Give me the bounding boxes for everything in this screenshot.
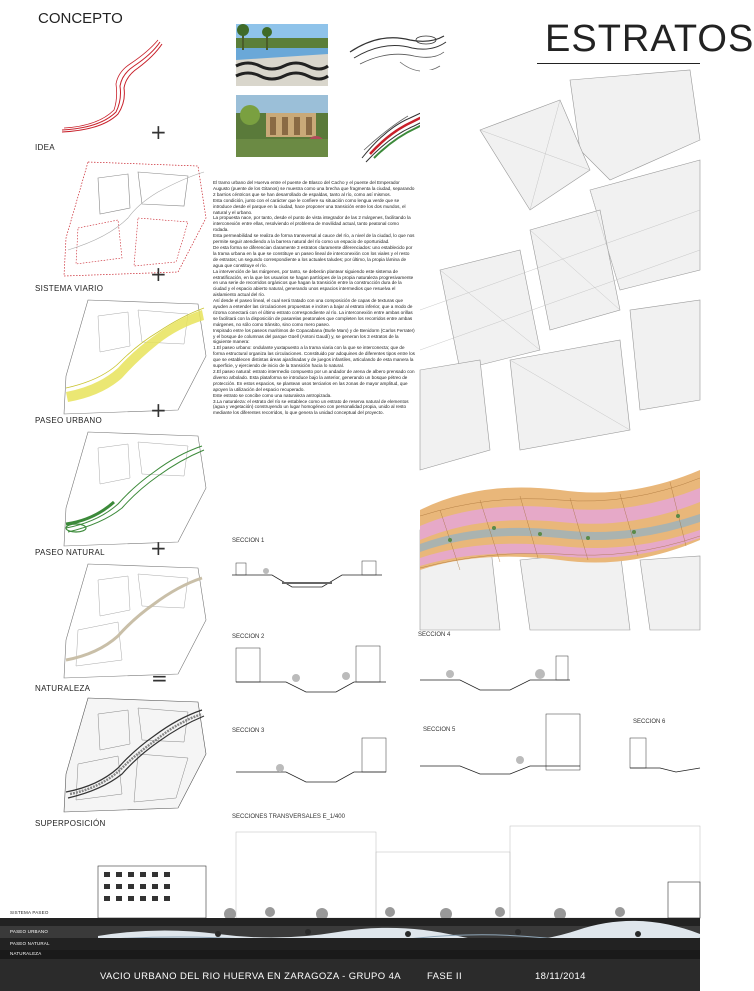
description-paragraph: Este estrato se concibe como una naturaleza antropizada. bbox=[213, 392, 332, 398]
section-1-label: SECCION 1 bbox=[232, 538, 265, 544]
title-underline bbox=[537, 63, 700, 64]
superposicion-diagram bbox=[58, 694, 210, 816]
description-paragraph: 3.La naturaleza: el estrato del río se establece como un estrato de reserva natural de elementos (agua y vegetación) construyendo un lugar homogéneo con personalidad propia, unido al resto mediante los diferentes recorridos, lo que genera la unidad conceptual del proyecto. bbox=[213, 398, 409, 416]
section-3-label: SECCION 3 bbox=[232, 728, 265, 734]
long-elevation bbox=[0, 826, 700, 918]
section-2-label: SECCION 2 bbox=[232, 634, 265, 640]
stage-label-sistema-viario: SISTEMA VIARIO bbox=[35, 284, 104, 293]
description-paragraph: De esta forma se diferencian claramente 3 estratos claramente diferenciados: uno establecido por la trama urbana en la que se constituye un paseo lineal de interconexión con los viales y el resto de estratos; un segundo correspondiente a los actuales taludes; por último, la propia lámina de agua que constituye el río. bbox=[213, 244, 413, 268]
sections-caption: SECCIONES TRANSVERSALES E_1/400 bbox=[232, 814, 345, 820]
section-2-drawing bbox=[236, 646, 386, 696]
stage-label-paseo-natural: PASEO NATURAL bbox=[35, 548, 105, 557]
strip-naturaleza-label: NATURALEZA bbox=[10, 951, 42, 956]
footer-date: 18/11/2014 bbox=[535, 971, 586, 982]
section-4-drawing bbox=[420, 646, 570, 696]
description-paragraph: Así desde el paseo lineal, el cual será tratado con una composición de capas de texturas que ayuden a entender las circulaciones propuestas e inciten a bajar al estrato inferior, que a modo de rizoma conectará con el último estrato correspondiente al río. La interconexión entre ambas orillas se facilitará con la disposición de pasarelas peatonales que completen los recorridos entre ambas márgenes, no sólo como tránsito, sino como mero paseo. bbox=[213, 298, 413, 327]
strip-paseo-natural-label: PASEO NATURAL bbox=[10, 941, 50, 946]
stage-label-idea: IDEA bbox=[35, 143, 55, 152]
section-6-drawing bbox=[630, 734, 700, 774]
operator-plus-3: + bbox=[150, 398, 167, 422]
concept-title: CONCEPTO bbox=[38, 10, 123, 27]
description-paragraph: Esta condición, junto con el carácter que le confiere su situación como lengua verde que se introduce desde el parque en la ciudad, hace proponer una transición entre los dos mundos, el natural y el urbano. bbox=[213, 197, 406, 215]
section-6-label: SECCION 6 bbox=[633, 719, 666, 725]
stage-label-paseo-urbano: PASEO URBANO bbox=[35, 416, 103, 425]
stage-label-superposicion: SUPERPOSICIÓN bbox=[35, 819, 106, 828]
section-3-drawing bbox=[236, 738, 386, 788]
section-1-drawing bbox=[232, 555, 382, 595]
sistema-viario-diagram bbox=[58, 158, 210, 278]
strip-paseo-natural bbox=[0, 938, 700, 950]
description-paragraph: La intervención de las márgenes, por tanto, se deberán plantear siguiendo este sistema de estratificación, en la que los usuarios se hagan partícipes de la propia naturaleza progresivamente en una serie de recorridos orgánicos que hagan la transición entre la construcción dura de la ciudad y el espacio abierto natural, generando unos espacios intermedios que resuelva el aislamiento actual del río. bbox=[213, 268, 414, 298]
description-paragraph: El tramo urbano del Huerva entre el puente de Blasco del Cacho y el puente del Emperador Augusto (puente de los Gitanos) se muestra como una brecha que fragmenta la ciudad, separando 2 barrios céntricos que se han desarrollado de espaldas, tanto al río, como así mismos. bbox=[213, 180, 415, 197]
footer-phase: FASE II bbox=[427, 971, 463, 982]
strip-paseo-urbano-label: PASEO URBANO bbox=[10, 929, 49, 934]
project-title: ESTRATOS bbox=[545, 18, 754, 60]
section-5-label: SECCION 5 bbox=[423, 727, 456, 733]
copacabana-photo bbox=[236, 24, 328, 86]
description-paragraph: Inspirado entre los paseos marítimos de Copacabana (Burle Marx) y de Benidorm (Carlos Ferrater) y el bosque de columnas del parque Güell (Antoni Gaudí) y, se generan los 3 estratos de la siguiente manera: bbox=[213, 327, 415, 345]
project-description bbox=[213, 180, 415, 416]
strip-naturaleza bbox=[0, 950, 700, 959]
site-plan bbox=[420, 70, 700, 630]
section-4-label: SECCION 4 bbox=[418, 632, 451, 638]
paseo-urbano-diagram bbox=[58, 296, 210, 416]
operator-plus-2: + bbox=[150, 262, 167, 286]
description-paragraph: 2.El paseo natural: estrato intermedio compuesto por un andador de arena de albero prensado con diverso arbolado. Esta plataforma se introduce bajo la anterior, generando un bosque pétreo de protección. En estos espacios, se plantean usos terciarios en las zonas de mayor amplitud, que apoyen la utilización del espacio recuperado. bbox=[213, 369, 415, 392]
guell-photo bbox=[236, 95, 328, 157]
paseo-natural-diagram bbox=[58, 428, 210, 548]
description-paragraph: La propuesta nace, por tanto, desde el punto de vista integrador de las 2 márgenes, facilitando la interconexión entre ellas, resolviendo el problema de movilidad actual, tanto peatonal como rodada. bbox=[213, 215, 411, 233]
operator-plus-1: + bbox=[150, 120, 167, 144]
section-5-drawing bbox=[420, 714, 580, 778]
footer-bar bbox=[0, 959, 700, 991]
stage-label-naturaleza: NATURALEZA bbox=[35, 684, 91, 693]
strip-sistema-paseo-label: SISTEMA PASEO bbox=[10, 910, 49, 915]
description-paragraph: Esta permeabilidad se realiza de forma transversal al cauce del río, a nivel de la ciudad, lo que nos permite seguir atendiendo a la barrera natural del río como un espacio de oportunidad. bbox=[213, 233, 415, 245]
naturaleza-diagram bbox=[58, 560, 210, 680]
operator-plus-4: + bbox=[150, 536, 167, 560]
operator-equals: = bbox=[151, 666, 168, 690]
footer-title: VACIO URBANO DEL RIO HUERVA EN ZARAGOZA - GRUPO 4A bbox=[100, 971, 402, 982]
description-paragraph: 1.El paseo urbano: ondulante yuxtapuesto a la trama viaria con la que se interconecta; que de forma estructural organiza las circulaciones. Constituido por adoquines de diferentes tipos entre los que se establecen distintas áreas ajardinadas y de juegos infantiles, articulando de esta manera la superficie, y ejerciendo de inicio de la transición hacia lo natural. bbox=[213, 345, 415, 369]
